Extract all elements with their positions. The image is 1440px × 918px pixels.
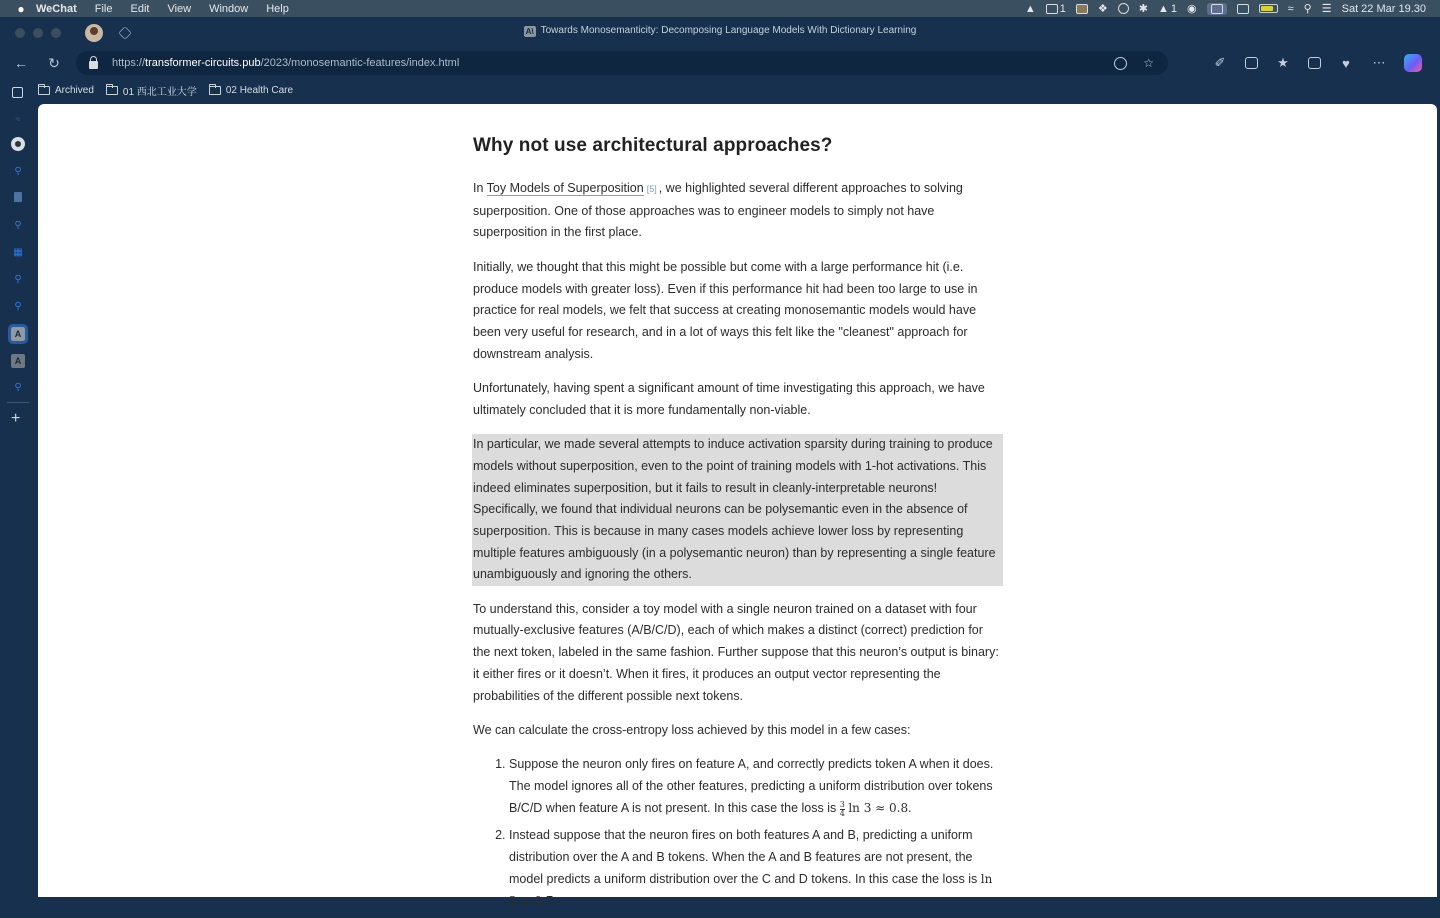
highlighted-paragraph: In particular, we made several attempts to induce activation sparsity during training to produce models without superposition, even to the point of training models with 1-hot activations. This indeed eliminates superposition, but it fails to result in cleanly-interpretable neurons! Specifically, we found that individual neurons can be polysemantic even in the absence of superposition. This is because in many cases models achieve lower loss by representing multiple features ambiguously (in a polysemantic neuron) than by representing a single feature unambiguously and ignoring the others. [472, 434, 1003, 586]
citation-5[interactable]: [5] [646, 184, 657, 194]
fraction: $\frac{3}{4}$ [839, 799, 845, 818]
menu-app-name[interactable]: WeChat [36, 2, 77, 15]
address-bar[interactable] [76, 51, 1168, 75]
tab-anthropic-active-icon[interactable]: A [11, 327, 25, 341]
battery-icon[interactable] [1259, 4, 1278, 13]
split-screen-icon[interactable] [1245, 57, 1258, 69]
reader-mode-icon[interactable] [1114, 57, 1127, 70]
article-body [473, 104, 1003, 918]
url-text[interactable]: https://transformer-circuits.pub/2023/monosemantic-features/index.html [112, 57, 460, 69]
wechat-status-icon[interactable]: ◉ [1187, 3, 1197, 15]
toy-models-link[interactable]: Toy Models of Superposition [486, 181, 644, 195]
notes-icon [1046, 4, 1058, 14]
notes-status[interactable]: 1 [1046, 3, 1066, 15]
math-expression: ln 3 ≈ 0.8 [848, 800, 909, 815]
bookmarks-bar [38, 80, 293, 100]
browser-essentials-icon[interactable]: ♥ [1342, 55, 1350, 71]
vertical-tab-strip [0, 80, 36, 900]
menu-help[interactable]: Help [266, 2, 289, 15]
tab-search-icon[interactable]: ⚲ [14, 273, 22, 285]
spotlight-search-icon[interactable]: ⚲ [1303, 3, 1312, 15]
list-item: 2. Instead suppose that the neuron fires on both features A and B, predicting a uniform distribution over the A and B tokens. When the A and B features are not present, the model predicts a uniform distribution over the C and D tokens. In this case the loss is ln 2 ≈ 0.7 [509, 825, 1003, 912]
list-item: 1. Suppose the neuron only fires on feature A, and correctly predicts token A when it does. The model ignores all of the other features, predicting a uniform distribution over tokens B/C/D when feature A is not present. In this case the loss is $\frac{3}{4}$ ln 3 ≈ 0.8. [509, 754, 1003, 819]
extensions-icon[interactable]: ✐ [1214, 55, 1226, 70]
tab-anthropic-icon[interactable]: A [11, 354, 25, 368]
menu-window[interactable]: Window [209, 2, 249, 15]
more-options-icon[interactable]: ⋯ [1372, 55, 1386, 70]
collections-icon[interactable] [1308, 57, 1321, 69]
tab-actions-icon[interactable] [12, 87, 23, 98]
folder-icon [106, 86, 118, 95]
menu-view[interactable]: View [167, 2, 192, 15]
tab-search-icon[interactable]: ⚲ [14, 300, 22, 312]
bell-status[interactable]: ▲ 1 [1158, 2, 1178, 15]
tab-search-icon[interactable]: ⚲ [14, 165, 22, 177]
tab-page-icon[interactable]: ▦ [13, 246, 23, 258]
paragraph-3: Unfortunately, having spent a significant amount of time investigating this approach, we have ultimately concluded that it is more fundamentally non-viable. [473, 381, 985, 417]
apple-menu-icon[interactable]: ● [17, 1, 25, 16]
loss-cases-list [509, 754, 1003, 912]
active-tab-title: A\ Towards Monosemanticity: Decomposing Language Models With Dictionary Learning [525, 25, 917, 36]
app-status-icon[interactable] [1076, 4, 1088, 14]
paragraph-6: We can calculate the cross-entropy loss achieved by this model in a few cases: [473, 722, 911, 737]
back-arrow-icon[interactable]: ← [14, 55, 28, 71]
folder-icon [38, 86, 50, 95]
section-heading: Why not use architectural approaches? [473, 135, 833, 156]
bookmark-folder-archived[interactable]: Archived [38, 85, 94, 96]
tab-document-icon[interactable] [14, 192, 22, 202]
tab-strip-divider [7, 402, 29, 403]
bluetooth-icon[interactable]: ✱ [1138, 3, 1148, 15]
browser-toolbar [0, 48, 1440, 79]
bookmark-folder-nwpu[interactable]: 01 西北工业大学 [106, 83, 197, 98]
macos-menu-bar [0, 0, 1440, 17]
control-center-icon[interactable]: ☰ [1321, 3, 1332, 15]
favorites-icon[interactable]: ★ [1277, 55, 1289, 70]
paragraph-1: In Toy Models of Superposition [5] , we highlighted several different approaches to solving superposition. One of those approaches was to engineer models to simply not have superposition in the first place. [473, 181, 963, 240]
folder-icon [209, 86, 221, 95]
paragraph-2: Initially, we thought that this might be possible but come with a large performance hit (i.e. produce models with greater loss). Even if this performance hit had been too large to use in practice for real models, we felt that success at creating monosemantic models would have been very useful for research, and in a lot of ways this felt like the "cleanest" approach for downstream analysis. [473, 259, 978, 361]
tab-search-icon[interactable]: ⚲ [14, 219, 22, 231]
fox-status-icon[interactable]: ❖ [1097, 3, 1108, 15]
paragraph-5: To understand this, consider a toy model with a single neuron trained on a dataset with four mutually-exclusive features (A/B/C/D), each of which makes a distinct (correct) prediction for the next token, labeled in the same fashion. Further suppose that this neuron’s output is binary: it either fires or it doesn’t. When it fires, it produces an output vector representing the probabilities of the different possible next tokens. [473, 601, 999, 703]
tab-search-icon[interactable]: ⚲ [14, 381, 22, 393]
copilot-icon[interactable] [1404, 54, 1422, 72]
page-viewport [38, 104, 1437, 908]
menu-file[interactable]: File [94, 2, 113, 15]
anthropic-favicon-icon: A\ [525, 27, 534, 36]
favorite-star-icon[interactable]: ☆ [1143, 56, 1154, 70]
person-status-icon[interactable]: ▲ [1024, 2, 1036, 15]
menubar-clock[interactable]: Sat 22 Mar 19.30 [1341, 2, 1426, 15]
new-tab-plus-icon[interactable]: + [11, 410, 21, 427]
play-status-icon[interactable] [1118, 3, 1129, 14]
lock-icon [89, 61, 98, 69]
bookmark-folder-health-care[interactable]: 02 Health Care [209, 85, 293, 96]
browser-title-bar [0, 17, 1440, 48]
wifi-icon[interactable]: ≈ [1287, 2, 1294, 15]
screen-mirror-icon[interactable] [1207, 3, 1227, 15]
math-expression: ln 2 ≈ 0.7 [509, 871, 993, 908]
tab-openai-icon[interactable] [11, 137, 25, 151]
tab-favicon-icon[interactable]: ≈ [15, 114, 21, 124]
menu-edit[interactable]: Edit [130, 2, 150, 15]
toolbar-actions [1212, 54, 1422, 72]
refresh-icon[interactable]: ↻ [48, 54, 60, 71]
input-source-icon[interactable] [1237, 4, 1249, 14]
